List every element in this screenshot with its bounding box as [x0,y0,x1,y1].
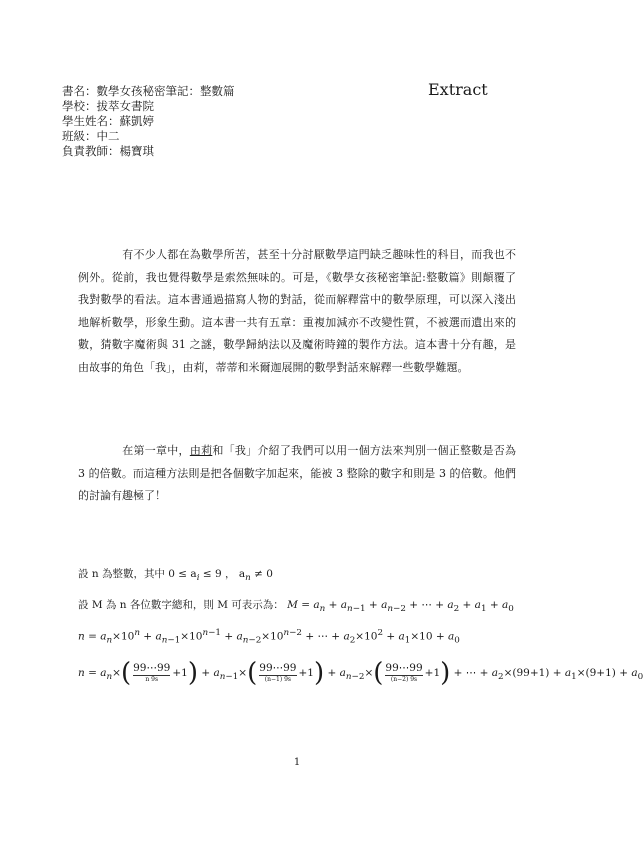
teacher-line: 負責教師：楊寶琪 [62,144,154,158]
p2-after: 和「我」介紹了我們可以用一個方法來判別一個正整數是否為 3 的倍數。而這種方法則是把各個數字加起來，能被 3 整除的數字和則是 3 的倍數。他們的討論有趣極了！ [78,444,517,502]
extract-label: Extract [428,80,488,99]
math-line-1: 設 n 為整數，其中 $0 \le a_i \le 9$ ， $a_n \ne 0$ [78,568,273,584]
math-line-2-text: 設 M 為 n 各位數字總和，則 M 可表示為： [78,599,284,611]
nines-count-2: (n−1) 9s [259,675,296,684]
nines-group-3: 99⋯99 [385,662,423,674]
math-line-4: $n = a_n\times$( 99⋯99 n 9s $+1) + a_{n-1}\times$( 99⋯99 (n−1) 9s $+1) + a_{n-2}\times$( 99⋯99 (n−2) 9s +1) + ⋯ + $a_2\times(99+1) + a_1\times(9+1) + a_0$ [78,658,643,688]
book-title-line: 書名：數學女孩秘密筆記：整數篇 [62,84,235,98]
class-line: 班級：中二 [62,129,120,143]
paragraph-intro-text: 有不少人都在為數學所苦，甚至十分討厭數學這門缺乏趣味性的科目，而我也不例外。從前，我也覺得數學是索然無味的。可是，《數學女孩秘密筆記:整數篇》則顛覆了我對數學的看法。這本書通過描寫人物的對話，從而解釋當中的數學原理，可以深入淺出地解析數學，形象生動。這本書一共有五章：重複加減亦不改變性質，不被選而遺出來的數，猜數字魔術與 31 之謎，數學歸納法以及魔術時鐘的製作方法。這本書十分有趣，是由故事的角色「我」，由莉，蒂蒂和米爾迦展開的數學對話來解釋一些數學難題。 [78,248,516,374]
nines-count-1: n 9s [133,675,170,684]
math-line-1-c: ≠ 0 [250,568,273,580]
nines-group-2: 99⋯99 [259,662,297,674]
page-number: 1 [293,757,301,768]
character-name-underlined: 由莉 [189,444,213,457]
p2-before: 在第一章中， [122,444,190,457]
nines-group-1: 99⋯99 [133,662,171,674]
header-info [62,84,235,159]
math-line-3: $n = a_n\times 10^n + a_{n-1}\times 10^{n-1} + a_{n-2}\times 10^{n-2}$ + ⋯ + $a_2\times 10^2 + a_1\times 10 + a_0$ [78,628,460,646]
math-line-2: 設 M 為 n 各位數字總和，則 M 可表示為： $M = a_n + a_{n-1} + a_{n-2}$ + ⋯ + $a_2 + a_1 + a_0$ [78,599,514,615]
paragraph-intro [78,244,516,379]
student-name-line: 學生姓名：蘇凱婷 [62,114,154,128]
paragraph-chapter-one [78,440,516,508]
nines-count-3: (n−2) 9s [385,675,422,684]
school-line: 學校：拔萃女書院 [62,99,154,113]
math-line-1-a: 設 n 為整數，其中 0 ≤ a [78,568,197,580]
math-line-1-b: ≤ 9 ， a [199,568,246,580]
